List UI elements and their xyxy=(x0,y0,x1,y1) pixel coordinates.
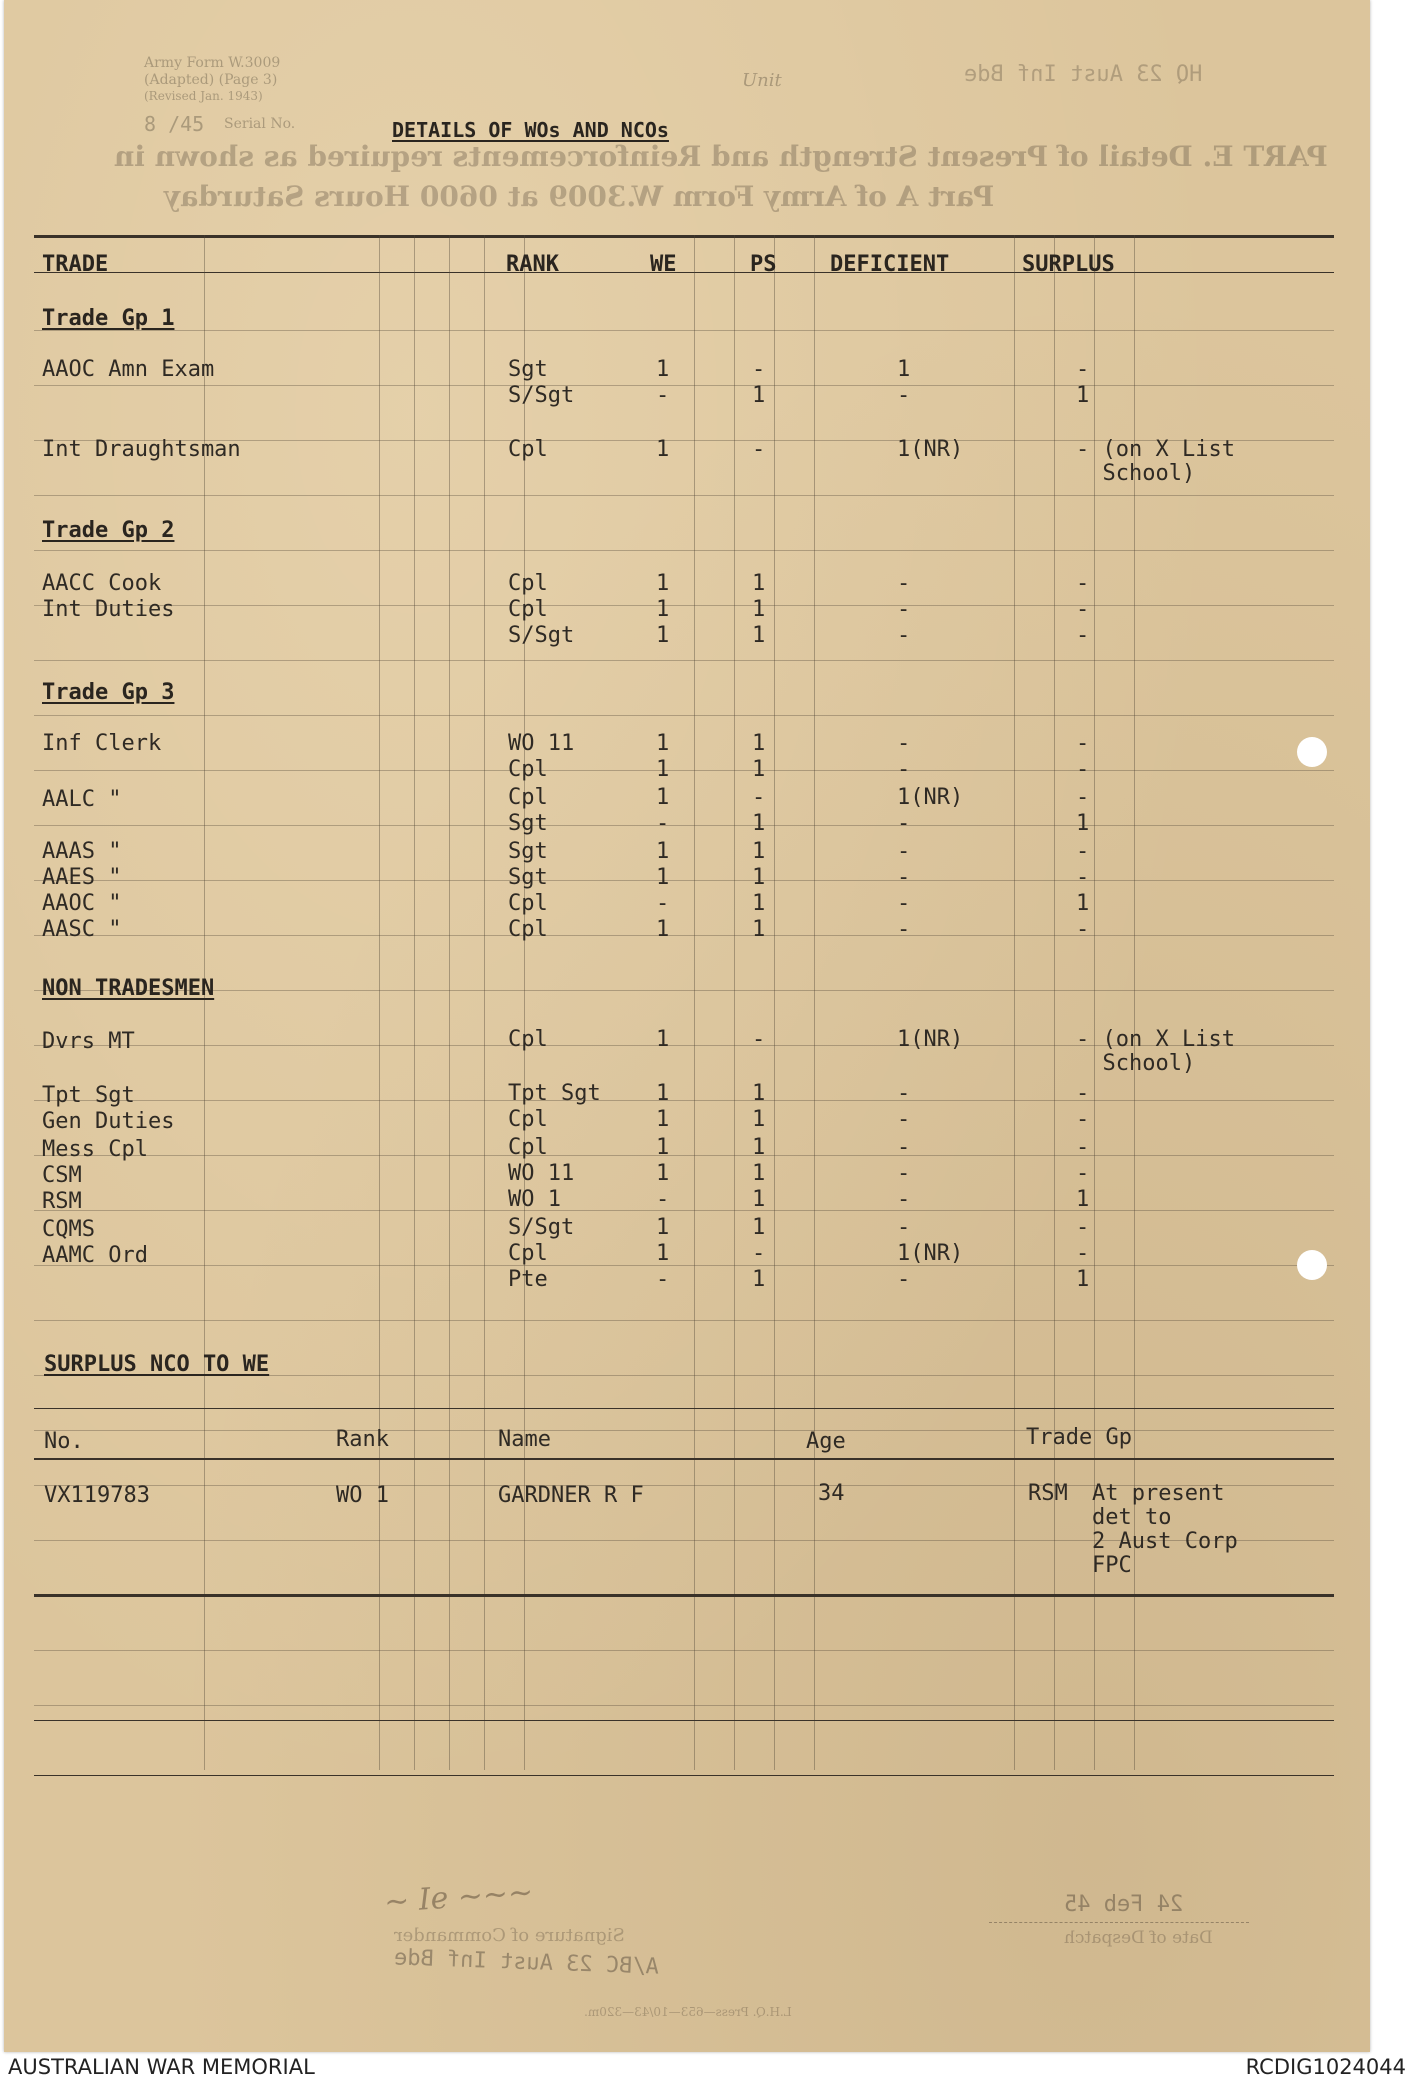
table-cell-we: 1 xyxy=(656,571,670,596)
table-cell-surplus: 1 xyxy=(1076,891,1090,916)
grid-row-rule xyxy=(34,1210,1334,1211)
table-cell-rank: WO 11 xyxy=(508,731,575,756)
grid-row-rule xyxy=(34,495,1334,496)
table-cell-rank: Cpl xyxy=(508,757,548,782)
table-cell-ps: 1 xyxy=(752,1267,766,1292)
table-cell-deficient: 1(NR) xyxy=(897,1027,964,1052)
punch-hole xyxy=(1297,1250,1327,1280)
table-cell-we: 1 xyxy=(656,839,670,864)
table-cell-trade: Tpt Sgt xyxy=(42,1083,135,1108)
table-cell-we: 1 xyxy=(656,1161,670,1186)
table-cell-trade: Inf Clerk xyxy=(42,731,162,756)
table-cell-surplus: - xyxy=(1076,1241,1090,1266)
table-cell-surplus: 1 xyxy=(1076,1267,1090,1292)
table-cell-trade: Mess Cpl xyxy=(42,1137,148,1162)
table-cell-ps: 1 xyxy=(752,731,766,756)
table-cell-deficient: 1(NR) xyxy=(897,785,964,810)
signature-unit: A/BC 23 Aust Inf Bde xyxy=(393,1945,660,1980)
signature-label: Signature of Commander xyxy=(394,1925,625,1946)
table-cell-deficient: - xyxy=(897,731,911,756)
surplus-col-rank: Rank xyxy=(336,1427,389,1452)
table-cell-ps: 1 xyxy=(752,623,766,648)
printer-line: L.H.Q. Press—653—10/43—320m. xyxy=(584,2005,792,2019)
table-cell-deficient: - xyxy=(897,1107,911,1132)
surplus-bottom-rule xyxy=(34,1594,1334,1597)
table-cell-rank: Cpl xyxy=(508,785,548,810)
table-cell-ps: 1 xyxy=(752,571,766,596)
table-cell-rank: WO 1 xyxy=(508,1187,561,1212)
section-heading: Trade Gp 2 xyxy=(42,518,175,543)
table-header-rule xyxy=(34,272,1334,273)
table-cell-trade: Dvrs MT xyxy=(42,1029,135,1054)
table-cell-we: 1 xyxy=(656,357,670,382)
grid-row-rule xyxy=(34,990,1334,991)
table-cell-deficient: - xyxy=(897,839,911,864)
grid-row-rule xyxy=(34,1155,1334,1156)
table-cell-deficient: - xyxy=(897,1215,911,1240)
column-header-rank: RANK xyxy=(506,252,559,277)
grid-row-rule xyxy=(34,605,1334,606)
table-cell-surplus: - xyxy=(1076,357,1090,382)
table-cell-rank: WO 11 xyxy=(508,1161,575,1186)
table-cell-we: 1 xyxy=(656,731,670,756)
table-cell-ps: 1 xyxy=(752,1081,766,1106)
surplus-cell-no: VX119783 xyxy=(44,1483,150,1508)
table-cell-trade: RSM xyxy=(42,1189,82,1214)
table-cell-surplus: - xyxy=(1076,1081,1090,1106)
table-cell-surplus: - xyxy=(1076,623,1090,648)
table-cell-ps: - xyxy=(752,1241,766,1266)
table-cell-ps: 1 xyxy=(752,1107,766,1132)
table-cell-deficient: - xyxy=(897,1135,911,1160)
caption-record-id: RCDIG1024044 xyxy=(1245,2055,1406,2079)
table-cell-ps: 1 xyxy=(752,1215,766,1240)
part-title-line-1: PART E. Detail of Present Strength and Reinforcements required as shown in xyxy=(114,140,1328,173)
table-cell-surplus: - xyxy=(1076,917,1090,942)
table-cell-we: 1 xyxy=(656,757,670,782)
table-cell-deficient: - xyxy=(897,1081,911,1106)
table-cell-rank: Sgt xyxy=(508,357,548,382)
table-cell-surplus: - xyxy=(1076,865,1090,890)
table-cell-deficient: - xyxy=(897,865,911,890)
page-title: DETAILS OF WOs AND NCOs xyxy=(392,118,669,142)
grid-row-rule xyxy=(34,1650,1334,1651)
table-cell-deficient: - xyxy=(897,1161,911,1186)
table-cell-rank: Cpl xyxy=(508,1027,548,1052)
table-cell-we: - xyxy=(656,811,670,836)
table-cell-trade: AACC Cook xyxy=(42,571,162,596)
table-cell-rank: Sgt xyxy=(508,839,548,864)
table-cell-deficient: - xyxy=(897,597,911,622)
column-header-trade: TRADE xyxy=(42,252,109,277)
table-cell-rank: Cpl xyxy=(508,1241,548,1266)
surplus-cell-trade-gp: RSM xyxy=(1028,1481,1068,1506)
table-cell-we: 1 xyxy=(656,1135,670,1160)
serial-value: 8 /45 xyxy=(144,112,205,136)
table-cell-rank: S/Sgt xyxy=(508,383,575,408)
grid-row-rule xyxy=(34,935,1334,936)
table-cell-ps: 1 xyxy=(752,597,766,622)
table-cell-ps: 1 xyxy=(752,865,766,890)
table-cell-we: - xyxy=(656,383,670,408)
column-header-we: WE xyxy=(650,252,677,277)
table-cell-trade: AAAS " xyxy=(42,839,122,864)
grid-row-rule xyxy=(34,1320,1334,1321)
table-cell-deficient: - xyxy=(897,1267,911,1292)
table-cell-we: 1 xyxy=(656,1027,670,1052)
grid-row-rule xyxy=(34,880,1334,881)
surplus-col-no: No. xyxy=(44,1429,84,1454)
table-cell-deficient: - xyxy=(897,623,911,648)
table-cell-ps: - xyxy=(752,785,766,810)
table-cell-surplus: 1 xyxy=(1076,811,1090,836)
table-cell-rank: Tpt Sgt xyxy=(508,1081,601,1106)
table-cell-rank: Sgt xyxy=(508,865,548,890)
form-number: Army Form W.3009 xyxy=(144,55,281,71)
grid-row-rule xyxy=(34,330,1334,331)
grid-row-rule xyxy=(34,1705,1334,1706)
date-of-despatch-value: 24 Feb 45 xyxy=(1064,1892,1184,1917)
table-cell-trade: AAES " xyxy=(42,865,122,890)
table-cell-we: 1 xyxy=(656,917,670,942)
part-title-line-2: Part A of Army Form W.3009 at 0600 Hours Saturday xyxy=(164,180,995,213)
column-header-deficient: DEFICIENT xyxy=(830,252,950,277)
table-cell-deficient: 1(NR) xyxy=(897,437,964,462)
table-cell-we: 1 xyxy=(656,1107,670,1132)
table-cell-ps: - xyxy=(752,357,766,382)
table-cell-ps: 1 xyxy=(752,383,766,408)
section-heading: Trade Gp 1 xyxy=(42,306,175,331)
table-cell-trade: AASC " xyxy=(42,917,122,942)
table-cell-we: 1 xyxy=(656,785,670,810)
table-cell-rank: Cpl xyxy=(508,597,548,622)
table-cell-ps: 1 xyxy=(752,1187,766,1212)
grid-row-rule xyxy=(34,1265,1334,1266)
surplus-col-name: Name xyxy=(498,1427,551,1452)
table-cell-ps: 1 xyxy=(752,757,766,782)
table-cell-ps: - xyxy=(752,1027,766,1052)
table-cell-rank: Cpl xyxy=(508,1135,548,1160)
table-cell-surplus: 1 xyxy=(1076,1187,1090,1212)
table-cell-we: 1 xyxy=(656,865,670,890)
table-cell-trade: AAOC Amn Exam xyxy=(42,357,215,382)
table-cell-trade: Int Duties xyxy=(42,597,175,622)
unit-value: HQ 23 Aust Inf Bde xyxy=(964,62,1203,87)
table-top-rule xyxy=(34,235,1334,238)
caption-archive-name: AUSTRALIAN WAR MEMORIAL xyxy=(8,2055,315,2079)
surplus-cell-name: GARDNER R F xyxy=(498,1483,644,1508)
grid-row-rule xyxy=(34,550,1334,551)
table-cell-rank: Cpl xyxy=(508,917,548,942)
table-cell-deficient: - xyxy=(897,383,911,408)
table-cell-ps: 1 xyxy=(752,917,766,942)
date-of-despatch-label: Date of Despatch xyxy=(1064,1928,1213,1948)
carried-forward-rule xyxy=(34,1775,1334,1776)
table-cell-trade: Int Draughtsman xyxy=(42,437,241,462)
table-cell-rank: Pte xyxy=(508,1267,548,1292)
part-date xyxy=(164,180,350,213)
table-cell-deficient: - xyxy=(897,571,911,596)
table-cell-ps: 1 xyxy=(752,891,766,916)
table-cell-surplus: - (on X List School) xyxy=(1076,1027,1235,1076)
signature: ~ Ie ~~~ xyxy=(382,1874,535,1921)
table-cell-we: 1 xyxy=(656,597,670,622)
table-cell-surplus: - xyxy=(1076,1107,1090,1132)
table-cell-we: 1 xyxy=(656,437,670,462)
table-cell-rank: Cpl xyxy=(508,437,548,462)
form-revised: (Revised Jan. 1943) xyxy=(144,89,263,103)
grid-row-rule xyxy=(34,770,1334,771)
table-cell-we: 1 xyxy=(656,1241,670,1266)
punch-hole xyxy=(1297,737,1327,767)
table-cell-deficient: 1 xyxy=(897,357,911,382)
table-cell-surplus: 1 xyxy=(1076,383,1090,408)
table-cell-we: - xyxy=(656,1187,670,1212)
document-page xyxy=(4,0,1370,2052)
surplus-col-trade-gp: Trade Gp xyxy=(1026,1425,1132,1450)
section-heading: NON TRADESMEN xyxy=(42,976,215,1001)
table-cell-rank: Cpl xyxy=(508,1107,548,1132)
table-cell-rank: S/Sgt xyxy=(508,623,575,648)
table-cell-surplus: - xyxy=(1076,839,1090,864)
surplus-cell-rank: WO 1 xyxy=(336,1483,389,1508)
table-cell-surplus: - xyxy=(1076,757,1090,782)
despatch-rule xyxy=(989,1922,1249,1923)
table-cell-surplus: - xyxy=(1076,597,1090,622)
surplus-rule xyxy=(34,1408,1334,1409)
serial-label: Serial No. xyxy=(224,116,296,132)
column-header-ps: PS xyxy=(750,252,777,277)
table-cell-surplus: - xyxy=(1076,1135,1090,1160)
table-cell-trade: AAMC Ord xyxy=(42,1243,148,1268)
table-cell-rank: Cpl xyxy=(508,571,548,596)
table-cell-we: - xyxy=(656,891,670,916)
table-cell-ps: 1 xyxy=(752,1161,766,1186)
table-cell-surplus: - (on X List School) xyxy=(1076,437,1235,486)
table-cell-surplus: - xyxy=(1076,1161,1090,1186)
table-cell-trade: AAOC " xyxy=(42,891,122,916)
table-cell-ps: - xyxy=(752,437,766,462)
table-cell-trade: AALC " xyxy=(42,787,122,812)
table-cell-deficient: - xyxy=(897,811,911,836)
grid-row-rule xyxy=(34,1430,1334,1431)
table-cell-ps: 1 xyxy=(752,1135,766,1160)
table-cell-ps: 1 xyxy=(752,811,766,836)
table-cell-we: - xyxy=(656,1267,670,1292)
section-heading: Trade Gp 3 xyxy=(42,680,175,705)
table-cell-surplus: - xyxy=(1076,1215,1090,1240)
surplus-col-age: Age xyxy=(806,1429,846,1454)
grid-row-rule xyxy=(34,1100,1334,1101)
table-cell-trade: Gen Duties xyxy=(42,1109,175,1134)
column-header-surplus: SURPLUS xyxy=(1022,252,1115,277)
grid-row-rule xyxy=(34,825,1334,826)
table-cell-deficient: - xyxy=(897,1187,911,1212)
table-cell-rank: S/Sgt xyxy=(508,1215,575,1240)
table-cell-deficient: - xyxy=(897,891,911,916)
table-cell-we: 1 xyxy=(656,1081,670,1106)
table-cell-trade: CSM xyxy=(42,1163,82,1188)
table-cell-we: 1 xyxy=(656,1215,670,1240)
table-cell-rank: Sgt xyxy=(508,811,548,836)
table-cell-rank: Cpl xyxy=(508,891,548,916)
table-cell-deficient: - xyxy=(897,757,911,782)
table-cell-surplus: - xyxy=(1076,731,1090,756)
table-cell-surplus: - xyxy=(1076,571,1090,596)
grid-row-rule xyxy=(34,715,1334,716)
unit-label: Unit xyxy=(742,70,782,91)
surplus-header-rule xyxy=(34,1458,1334,1460)
carried-forward-rule xyxy=(34,1720,1334,1721)
grid-row-rule xyxy=(34,385,1334,386)
surplus-cell-remark: At present det to 2 Aust Corp FPC xyxy=(1092,1481,1238,1578)
table-cell-surplus: - xyxy=(1076,785,1090,810)
table-cell-ps: 1 xyxy=(752,839,766,864)
surplus-cell-age: 34 xyxy=(818,1481,845,1506)
surplus-heading: SURPLUS NCO TO WE xyxy=(44,1352,270,1377)
table-cell-we: 1 xyxy=(656,623,670,648)
grid-row-rule xyxy=(34,660,1334,661)
table-cell-deficient: - xyxy=(897,917,911,942)
form-adapted: (Adapted) (Page 3) xyxy=(144,72,278,88)
table-cell-deficient: 1(NR) xyxy=(897,1241,964,1266)
table-cell-trade: CQMS xyxy=(42,1217,95,1242)
